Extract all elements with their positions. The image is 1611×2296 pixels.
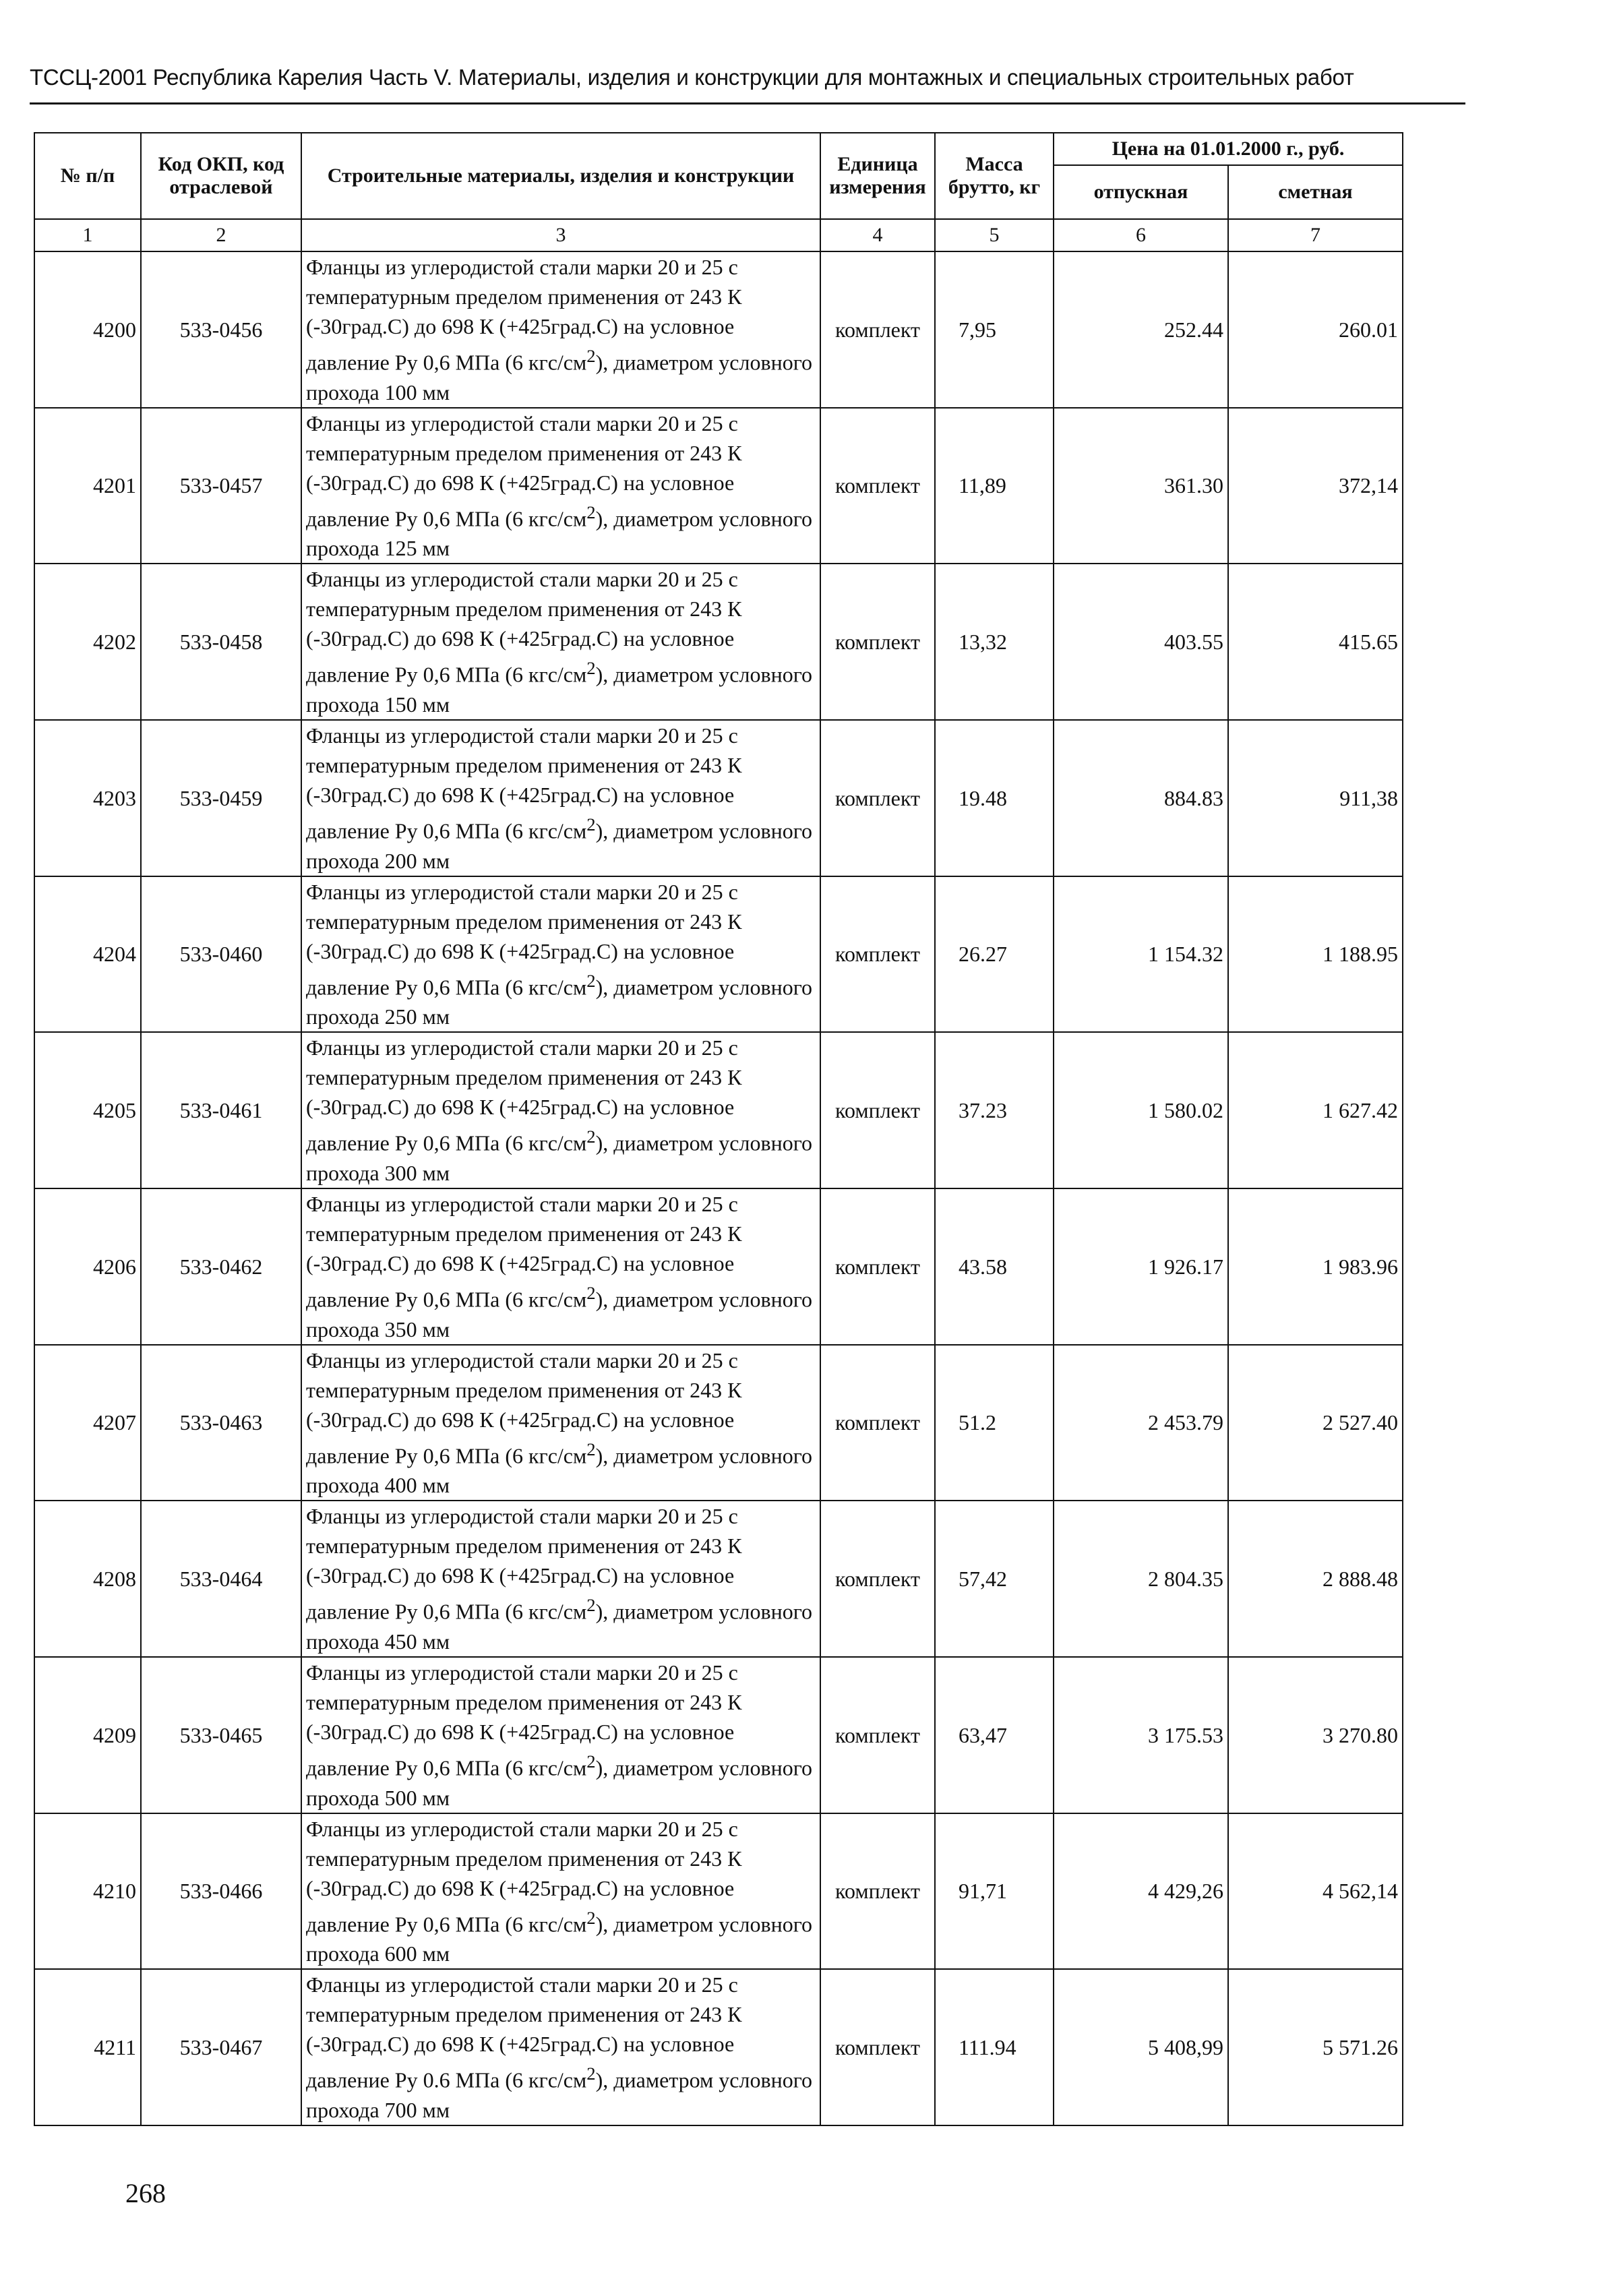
superscript: 2 bbox=[586, 970, 596, 991]
material-description bbox=[301, 1813, 820, 1970]
running-header: ТССЦ-2001 Республика Карелия Часть V. Материалы, изделия и конструкции для монтажных и специальных строительных работ bbox=[30, 65, 1354, 90]
okp-code: 533-0466 bbox=[141, 1813, 301, 1970]
table-row bbox=[34, 1657, 1403, 1813]
release-price: 5 408,99 bbox=[1054, 1969, 1228, 2125]
material-description bbox=[301, 1657, 820, 1813]
gross-mass: 57,42 bbox=[935, 1501, 1054, 1657]
header-price-release: отпускная bbox=[1054, 165, 1228, 219]
unit: комплект bbox=[820, 876, 935, 1033]
description-tail: ), диаметром условного прохода 600 мм bbox=[306, 1912, 813, 1966]
column-number: 5 bbox=[935, 219, 1054, 251]
estimate-price: 5 571.26 bbox=[1228, 1969, 1403, 2125]
gross-mass: 111.94 bbox=[935, 1969, 1054, 2125]
description-tail: ), диаметром условного прохода 350 мм bbox=[306, 1287, 813, 1341]
material-description bbox=[301, 876, 820, 1033]
unit: комплект bbox=[820, 564, 935, 720]
description-text: Фланцы из углеродистой стали марки 20 и 25 с температурным пределом применения от 243 К (-30град.С) до 698 К (+425град.С) на условное давление Ру 0,6 МПа (6 кгс/см bbox=[306, 879, 742, 1000]
estimate-price: 1 983.96 bbox=[1228, 1188, 1403, 1345]
gross-mass: 7,95 bbox=[935, 251, 1054, 408]
row-number: 4206 bbox=[34, 1188, 141, 1345]
okp-code: 533-0459 bbox=[141, 720, 301, 876]
table-row bbox=[34, 1813, 1403, 1970]
estimate-price: 1 627.42 bbox=[1228, 1032, 1403, 1188]
table-row bbox=[34, 876, 1403, 1033]
header-unit: Единица измерения bbox=[820, 133, 935, 219]
okp-code: 533-0456 bbox=[141, 251, 301, 408]
gross-mass: 37.23 bbox=[935, 1032, 1054, 1188]
column-number: 4 bbox=[820, 219, 935, 251]
gross-mass: 51.2 bbox=[935, 1345, 1054, 1501]
column-number-row bbox=[34, 219, 1403, 251]
gross-mass: 63,47 bbox=[935, 1657, 1054, 1813]
release-price: 1 580.02 bbox=[1054, 1032, 1228, 1188]
header-name: Строительные материалы, изделия и конструкции bbox=[301, 133, 820, 219]
release-price: 1 926.17 bbox=[1054, 1188, 1228, 1345]
superscript: 2 bbox=[586, 502, 596, 522]
row-number: 4202 bbox=[34, 564, 141, 720]
superscript: 2 bbox=[586, 1595, 596, 1616]
description-tail: ), диаметром условного прохода 700 мм bbox=[306, 2067, 813, 2122]
unit: комплект bbox=[820, 1032, 935, 1188]
okp-code: 533-0467 bbox=[141, 1969, 301, 2125]
description-tail: ), диаметром условного прохода 125 мм bbox=[306, 506, 813, 561]
unit: комплект bbox=[820, 1345, 935, 1501]
table-body bbox=[34, 219, 1403, 2125]
superscript: 2 bbox=[586, 1907, 596, 1928]
release-price: 3 175.53 bbox=[1054, 1657, 1228, 1813]
description-tail: ), диаметром условного прохода 400 мм bbox=[306, 1443, 813, 1498]
description-text: Фланцы из углеродистой стали марки 20 и 25 с температурным пределом применения от 243 К (-30град.С) до 698 К (+425град.С) на условное давление Ру 0,6 МПа (6 кгс/см bbox=[306, 1660, 742, 1780]
material-description bbox=[301, 1188, 820, 1345]
estimate-price: 911,38 bbox=[1228, 720, 1403, 876]
row-number: 4203 bbox=[34, 720, 141, 876]
gross-mass: 26.27 bbox=[935, 876, 1054, 1033]
unit: комплект bbox=[820, 1657, 935, 1813]
description-text: Фланцы из углеродистой стали марки 20 и 25 с температурным пределом применения от 243 К (-30град.С) до 698 К (+425град.С) на условное давление Ру 0,6 МПа (6 кгс/см bbox=[306, 1191, 742, 1312]
header-code: Код ОКП, код отраслевой bbox=[141, 133, 301, 219]
table-row bbox=[34, 1345, 1403, 1501]
description-text: Фланцы из углеродистой стали марки 20 и 25 с температурным пределом применения от 243 К (-30град.С) до 698 К (+425град.С) на условное давление Ру 0,6 МПа (6 кгс/см bbox=[306, 1035, 742, 1155]
description-tail: ), диаметром условного прохода 500 мм bbox=[306, 1755, 813, 1810]
description-text: Фланцы из углеродистой стали марки 20 и 25 с температурным пределом применения от 243 К (-30град.С) до 698 К (+425град.С) на условное давление Ру 0.6 МПа (6 кгс/см bbox=[306, 1972, 742, 2092]
description-tail: ), диаметром условного прохода 450 мм bbox=[306, 1599, 813, 1654]
row-number: 4201 bbox=[34, 408, 141, 564]
table-row bbox=[34, 1969, 1403, 2125]
description-text: Фланцы из углеродистой стали марки 20 и 25 с температурным пределом применения от 243 К (-30град.С) до 698 К (+425град.С) на условное давление Ру 0,6 МПа (6 кгс/см bbox=[306, 255, 742, 375]
okp-code: 533-0464 bbox=[141, 1501, 301, 1657]
table-row bbox=[34, 251, 1403, 408]
superscript: 2 bbox=[586, 2063, 596, 2084]
description-text: Фланцы из углеродистой стали марки 20 и 25 с температурным пределом применения от 243 К (-30град.С) до 698 К (+425град.С) на условное давление Ру 0,6 МПа (6 кгс/см bbox=[306, 1816, 742, 1937]
gross-mass: 91,71 bbox=[935, 1813, 1054, 1970]
page-number: 268 bbox=[125, 2178, 166, 2208]
okp-code: 533-0460 bbox=[141, 876, 301, 1033]
superscript: 2 bbox=[586, 658, 596, 679]
row-number: 4204 bbox=[34, 876, 141, 1033]
description-tail: ), диаметром условного прохода 100 мм bbox=[306, 350, 813, 404]
gross-mass: 13,32 bbox=[935, 564, 1054, 720]
okp-code: 533-0461 bbox=[141, 1032, 301, 1188]
row-number: 4211 bbox=[34, 1969, 141, 2125]
description-tail: ), диаметром условного прохода 250 мм bbox=[306, 975, 813, 1029]
table-row bbox=[34, 1032, 1403, 1188]
row-number: 4209 bbox=[34, 1657, 141, 1813]
unit: комплект bbox=[820, 720, 935, 876]
okp-code: 533-0462 bbox=[141, 1188, 301, 1345]
description-tail: ), диаметром условного прохода 200 мм bbox=[306, 818, 813, 873]
release-price: 2 804.35 bbox=[1054, 1501, 1228, 1657]
column-number: 2 bbox=[141, 219, 301, 251]
gross-mass: 11,89 bbox=[935, 408, 1054, 564]
release-price: 403.55 bbox=[1054, 564, 1228, 720]
material-description bbox=[301, 251, 820, 408]
estimate-price: 1 188.95 bbox=[1228, 876, 1403, 1033]
superscript: 2 bbox=[586, 1282, 596, 1303]
column-number: 7 bbox=[1228, 219, 1403, 251]
description-text: Фланцы из углеродистой стали марки 20 и 25 с температурным пределом применения от 243 К (-30град.С) до 698 К (+425град.С) на условное давление Ру 0,6 МПа (6 кгс/см bbox=[306, 1504, 742, 1624]
release-price: 252.44 bbox=[1054, 251, 1228, 408]
superscript: 2 bbox=[586, 1751, 596, 1772]
material-description bbox=[301, 1032, 820, 1188]
unit: комплект bbox=[820, 1969, 935, 2125]
okp-code: 533-0463 bbox=[141, 1345, 301, 1501]
okp-code: 533-0458 bbox=[141, 564, 301, 720]
description-tail: ), диаметром условного прохода 300 мм bbox=[306, 1130, 813, 1185]
material-description bbox=[301, 1345, 820, 1501]
table-header bbox=[34, 133, 1403, 219]
material-description bbox=[301, 1501, 820, 1657]
header-row-top bbox=[34, 133, 1403, 165]
estimate-price: 3 270.80 bbox=[1228, 1657, 1403, 1813]
header-num: № п/п bbox=[34, 133, 141, 219]
superscript: 2 bbox=[586, 1126, 596, 1147]
description-text: Фланцы из углеродистой стали марки 20 и 25 с температурным пределом применения от 243 К (-30град.С) до 698 К (+425град.С) на условное давление Ру 0,6 МПа (6 кгс/см bbox=[306, 411, 742, 531]
okp-code: 533-0457 bbox=[141, 408, 301, 564]
material-description bbox=[301, 1969, 820, 2125]
release-price: 884.83 bbox=[1054, 720, 1228, 876]
estimate-price: 372,14 bbox=[1228, 408, 1403, 564]
table-row bbox=[34, 408, 1403, 564]
unit: комплект bbox=[820, 1501, 935, 1657]
description-tail: ), диаметром условного прохода 150 мм bbox=[306, 662, 813, 717]
price-table bbox=[34, 132, 1403, 2126]
gross-mass: 43.58 bbox=[935, 1188, 1054, 1345]
table-row bbox=[34, 1501, 1403, 1657]
gross-mass: 19.48 bbox=[935, 720, 1054, 876]
header-mass: Масса брутто, кг bbox=[935, 133, 1054, 219]
header-rule bbox=[30, 102, 1465, 104]
row-number: 4208 bbox=[34, 1501, 141, 1657]
unit: комплект bbox=[820, 408, 935, 564]
material-description bbox=[301, 720, 820, 876]
superscript: 2 bbox=[586, 1439, 596, 1459]
estimate-price: 415.65 bbox=[1228, 564, 1403, 720]
unit: комплект bbox=[820, 1188, 935, 1345]
column-number: 3 bbox=[301, 219, 820, 251]
header-price-group: Цена на 01.01.2000 г., руб. bbox=[1054, 133, 1403, 165]
row-number: 4200 bbox=[34, 251, 141, 408]
unit: комплект bbox=[820, 1813, 935, 1970]
superscript: 2 bbox=[586, 814, 596, 835]
description-text: Фланцы из углеродистой стали марки 20 и 25 с температурным пределом применения от 243 К (-30град.С) до 698 К (+425град.С) на условное давление Ру 0,6 МПа (6 кгс/см bbox=[306, 1348, 742, 1468]
table-row bbox=[34, 564, 1403, 720]
release-price: 2 453.79 bbox=[1054, 1345, 1228, 1501]
superscript: 2 bbox=[586, 346, 596, 366]
header-price-estimate: сметная bbox=[1228, 165, 1403, 219]
description-text: Фланцы из углеродистой стали марки 20 и 25 с температурным пределом применения от 243 К (-30град.С) до 698 К (+425град.С) на условное давление Ру 0,6 МПа (6 кгс/см bbox=[306, 723, 742, 843]
estimate-price: 2 888.48 bbox=[1228, 1501, 1403, 1657]
row-number: 4210 bbox=[34, 1813, 141, 1970]
unit: комплект bbox=[820, 251, 935, 408]
release-price: 361.30 bbox=[1054, 408, 1228, 564]
column-number: 6 bbox=[1054, 219, 1228, 251]
column-number: 1 bbox=[34, 219, 141, 251]
estimate-price: 4 562,14 bbox=[1228, 1813, 1403, 1970]
row-number: 4205 bbox=[34, 1032, 141, 1188]
release-price: 4 429,26 bbox=[1054, 1813, 1228, 1970]
release-price: 1 154.32 bbox=[1054, 876, 1228, 1033]
estimate-price: 2 527.40 bbox=[1228, 1345, 1403, 1501]
okp-code: 533-0465 bbox=[141, 1657, 301, 1813]
row-number: 4207 bbox=[34, 1345, 141, 1501]
estimate-price: 260.01 bbox=[1228, 251, 1403, 408]
description-text: Фланцы из углеродистой стали марки 20 и 25 с температурным пределом применения от 243 К (-30град.С) до 698 К (+425град.С) на условное давление Ру 0,6 МПа (6 кгс/см bbox=[306, 567, 742, 687]
material-description bbox=[301, 564, 820, 720]
material-description bbox=[301, 408, 820, 564]
table-row bbox=[34, 1188, 1403, 1345]
table-row bbox=[34, 720, 1403, 876]
